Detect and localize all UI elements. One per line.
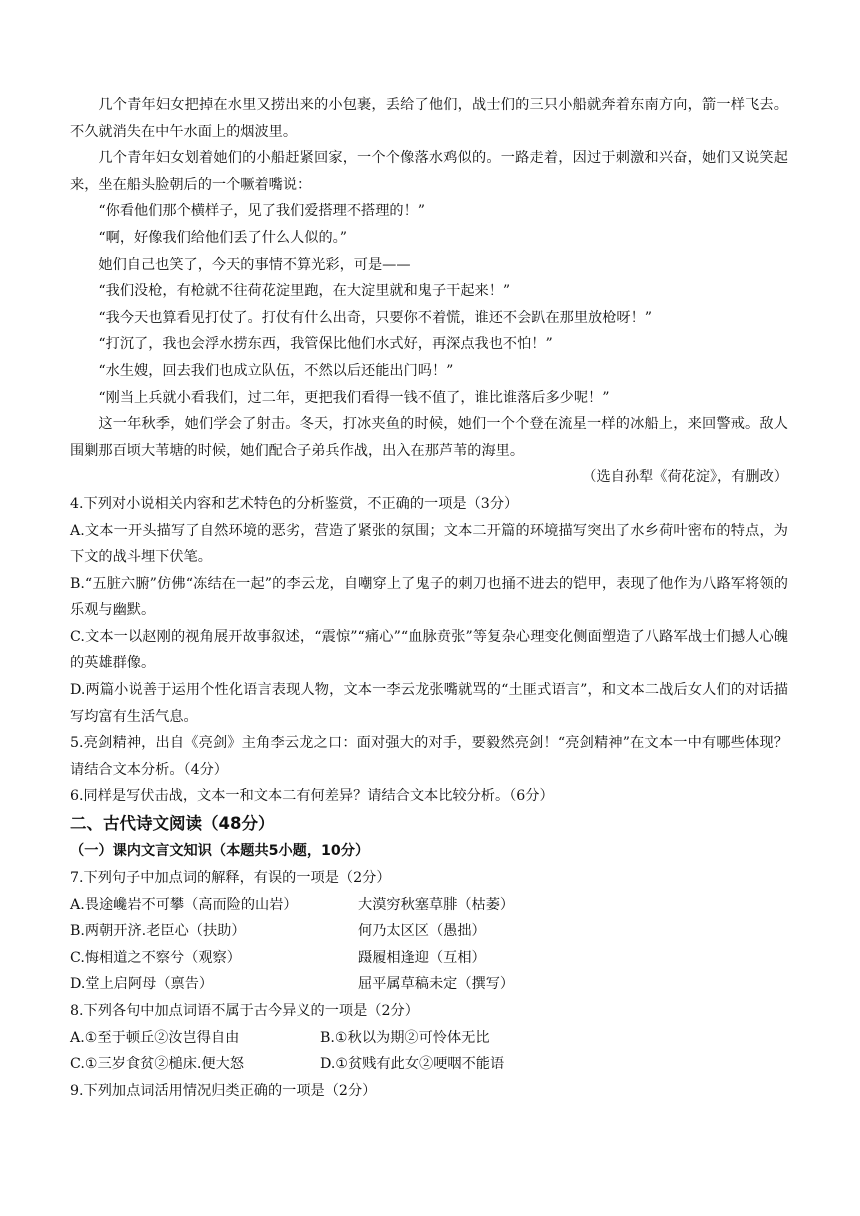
question-5: 5.亮剑精神，出自《亮剑》主角李云龙之口：面对强大的对手，要毅然亮剑！“亮剑精神”在文本一中有哪些体现？请结合文本分析。（4分） — [70, 735, 788, 778]
question-7-stem: 7.下列句子中加点词的解释，有误的一项是（2分） — [70, 870, 391, 887]
source-citation: （选自孙犁《荷花淀》，有删改） — [582, 469, 788, 486]
option-left: C.悔相道之不察兮（观察） — [70, 949, 241, 966]
subsection-heading: （一）课内文言文知识（本题共5小题，10分） — [70, 843, 370, 860]
question-7-row — [70, 971, 788, 998]
story-dialogue: “刚当上兵就小看我们，过二年，更把我们看得一钱不值了，谁比谁落后多少呢！” — [98, 389, 610, 406]
story-dialogue: “啊，好像我们给他们丢了什么人似的。” — [98, 229, 347, 246]
question-8-row — [70, 1025, 788, 1052]
question-6: 6.同样是写伏击战，文本一和文本二有何差异？请结合文本比较分析。（6分） — [70, 788, 554, 805]
option-right: 何乃太区区（愚拙） — [358, 923, 486, 940]
option-right: 屈平属草稿未定（撰写） — [358, 976, 515, 993]
option-left: A.畏途巉岩不可攀（高而险的山岩） — [70, 896, 298, 913]
story-dialogue: “我们没枪，有枪就不往荷花淀里跑，在大淀里就和鬼子干起来！” — [98, 283, 511, 300]
question-7-row — [70, 892, 788, 919]
option-left: C.①三岁食贫②槌床.便大怒 — [70, 1056, 244, 1073]
question-8-row — [70, 1051, 788, 1078]
question-7-row — [70, 945, 788, 972]
question-4-option-b: B.“五脏六腑”仿佛“冻结在一起”的李云龙，自嘲穿上了鬼子的刺刀也捅不进去的铠甲，表现了他作为八路军将领的乐观与幽默。 — [70, 575, 788, 619]
story-dialogue: “我今天也算看见打仗了。打仗有什么出奇，只要你不着慌，谁还不会趴在那里放枪呀！” — [98, 309, 653, 326]
story-paragraph: 她们自己也笑了，今天的事情不算光彩，可是—— — [98, 256, 411, 273]
exam-page — [70, 92, 788, 1104]
question-4-option-c: C.文本一以赵刚的视角展开故事叙述，“震惊”“痛心”“血脉贲张”等复杂心理变化侧面塑造了八路军战士们撼人心魄的英雄群像。 — [70, 628, 788, 672]
option-right: B.①秋以为期②可怜体无比 — [320, 1029, 490, 1046]
story-dialogue: “打沉了，我也会浮水捞东西，我管保比他们水式好，再深点我也不怕！” — [98, 336, 553, 353]
question-4-stem: 4.下列对小说相关内容和艺术特色的分析鉴赏，不正确的一项是（3分） — [70, 495, 519, 512]
question-9-stem: 9.下列加点词活用情况归类正确的一项是（2分） — [70, 1082, 377, 1099]
question-4-option-a: A.文本一开头描写了自然环境的恶劣，营造了紧张的氛围；文本二开篇的环境描写突出了水乡荷叶密布的特点，为下文的战斗埋下伏笔。 — [70, 522, 788, 566]
option-right: 蹑履相逢迎（互相） — [358, 949, 486, 966]
story-dialogue: “水生嫂，回去我们也成立队伍，不然以后还能出门吗！” — [98, 362, 454, 379]
option-left: D.堂上启阿母（禀告） — [70, 976, 214, 993]
story-paragraph: 这一年秋季，她们学会了射击。冬天，打冰夹鱼的时候，她们一个个登在流星一样的冰船上，来回警戒。敌人围剿那百顷大苇塘的时候，她们配合子弟兵作战，出入在那芦苇的海里。 — [70, 416, 788, 459]
question-8-stem: 8.下列各句中加点词语不属于古今异义的一项是（2分） — [70, 1003, 419, 1019]
question-4-option-d: D.两篇小说善于运用个性化语言表现人物，文本一李云龙张嘴就骂的“土匪式语言”，和文本二战后女人们的对话描写均富有生活气息。 — [70, 682, 788, 725]
option-right: 大漠穷秋塞草腓（枯萎） — [358, 896, 515, 913]
option-right: D.①贫贱有此女②哽咽不能语 — [320, 1056, 505, 1073]
story-paragraph: 几个青年妇女把掉在水里又捞出来的小包裹，丢给了他们，战士们的三只小船就奔着东南方向，箭一样飞去。不久就消失在中午水面上的烟波里。 — [70, 97, 788, 140]
story-paragraph: 几个青年妇女划着她们的小船赶紧回家，一个个像落水鸡似的。一路走着，因过于刺激和兴奋，她们又说笑起来，坐在船头脸朝后的一个噘着嘴说： — [70, 150, 788, 193]
section-heading: 二、古代诗文阅读（48分） — [70, 814, 275, 834]
story-dialogue: “你看他们那个横样子，见了我们爱搭理不搭理的！” — [98, 203, 426, 220]
option-left: B.两朝开济.老臣心（扶助） — [70, 923, 246, 940]
question-7-row — [70, 918, 788, 945]
option-left: A.①至于顿丘②汝岂得自由 — [70, 1029, 240, 1046]
